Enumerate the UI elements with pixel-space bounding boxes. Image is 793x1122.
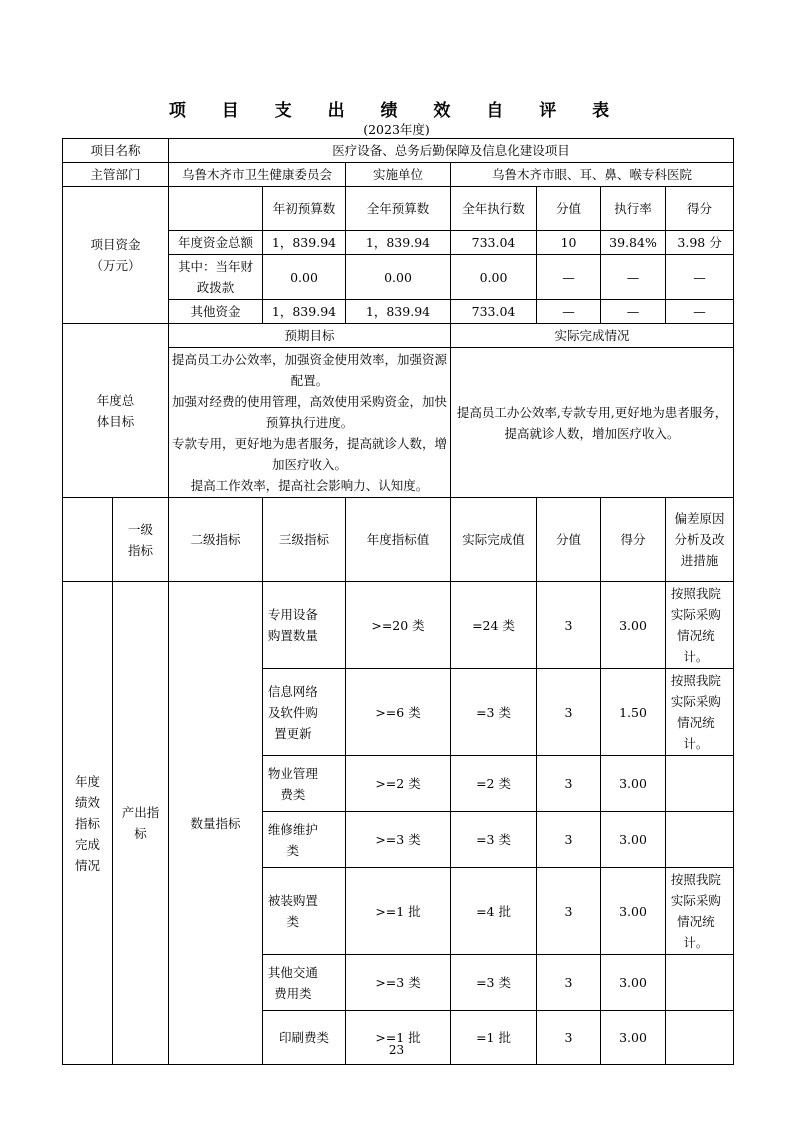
indicator-weight: 3 — [537, 582, 601, 669]
funds-cell: 733.04 — [451, 231, 537, 255]
funds-cell: — — [666, 300, 734, 324]
goals-actual-body: 提高员工办公效率,专款专用,更好地为患者服务，提高就诊人数，增加医疗收入。 — [451, 348, 734, 498]
row-project-name — [63, 139, 734, 163]
indicator-target: >=3 类 — [346, 812, 451, 868]
funds-cell: 0.00 — [263, 255, 346, 300]
indicator-target: >=6 类 — [346, 669, 451, 756]
indicator-actual: =3 类 — [451, 955, 537, 1011]
indicator-weight: 3 — [537, 812, 601, 868]
dept-value: 乌鲁木齐市卫生健康委员会 — [169, 163, 346, 187]
indicator-section-label — [63, 582, 113, 1065]
funds-cell: — — [537, 300, 601, 324]
goals-expected-line: 加强对经费的使用管理，高效使用采购资金，加快预算执行进度。 — [172, 394, 448, 430]
indicator-note — [666, 756, 734, 812]
funds-label — [63, 187, 169, 324]
indicator-actual: =1 批 — [451, 1011, 537, 1065]
indicator-name — [263, 669, 346, 756]
indicator-actual: =3 类 — [451, 812, 537, 868]
indicator-note — [666, 868, 734, 955]
funds-cell: 0.00 — [346, 255, 451, 300]
indicator-name — [263, 868, 346, 955]
project-name-label: 项目名称 — [63, 139, 169, 163]
funds-cell: — — [601, 255, 666, 300]
indicator-name-text: 专用设备购置数量 — [267, 607, 318, 643]
impl-label: 实施单位 — [346, 163, 451, 187]
indicator-note — [666, 812, 734, 868]
funds-row-name: 其他资金 — [169, 300, 263, 324]
indicator-level2: 数量指标 — [169, 582, 263, 1065]
indicator-note — [666, 669, 734, 756]
indicator-score: 3.00 — [601, 756, 666, 812]
goals-expected-body — [169, 348, 451, 498]
funds-header-initial-budget: 年初预算数 — [263, 187, 346, 231]
indicator-weight: 3 — [537, 955, 601, 1011]
indicator-name-text: 维修维护类 — [267, 821, 318, 858]
goals-expected-header: 预期目标 — [169, 324, 451, 348]
indicator-score: 1.50 — [601, 669, 666, 756]
funds-cell: 1，839.94 — [263, 231, 346, 255]
funds-label-line1: 项目资金 — [90, 237, 141, 252]
funds-cell: — — [666, 255, 734, 300]
goals-expected-line: 专款专用，更好地为患者服务，提高就诊人数，增加医疗收入。 — [172, 436, 448, 472]
project-name-value: 医疗设备、总务后勤保障及信息化建设项目 — [169, 139, 734, 163]
indicator-actual: =24 类 — [451, 582, 537, 669]
performance-table — [62, 138, 734, 1065]
indicator-note-text: 按照我院实际采购情况统计。 — [670, 673, 721, 751]
indicator-header-note-text: 偏差原因分析及改进措施 — [674, 511, 725, 568]
indicator-name-text: 物业管理费类 — [267, 765, 318, 802]
indicator-score: 3.00 — [601, 868, 666, 955]
indicator-note — [666, 582, 734, 669]
goals-label-text: 年度总体目标 — [96, 392, 135, 429]
funds-cell: — — [601, 300, 666, 324]
funds-cell: 10 — [537, 231, 601, 255]
funds-header-score: 得分 — [666, 187, 734, 231]
funds-row-name: 年度资金总额 — [169, 231, 263, 255]
indicator-note-text: 按照我院实际采购情况统计。 — [670, 586, 721, 664]
indicator-header-level3: 三级指标 — [263, 498, 346, 582]
indicator-name-text: 被装购置类 — [267, 893, 318, 929]
dept-label: 主管部门 — [63, 163, 169, 187]
funds-cell: 39.84% — [601, 231, 666, 255]
funds-row-name: 其中：当年财政拨款 — [169, 255, 263, 300]
indicator-name: 印刷费类 — [263, 1011, 346, 1065]
indicator-name-text: 其他交通费用类 — [267, 964, 318, 1001]
indicator-weight: 3 — [537, 756, 601, 812]
row-indicator-header — [63, 498, 734, 582]
indicator-score: 3.00 — [601, 812, 666, 868]
funds-cell: 1，839.94 — [263, 300, 346, 324]
goals-expected-line: 提高员工办公效率，加强资金使用效率，加强资源配置。 — [172, 352, 448, 388]
indicator-score: 3.00 — [601, 1011, 666, 1065]
indicator-header-score: 得分 — [601, 498, 666, 582]
indicator-actual: =3 类 — [451, 669, 537, 756]
indicator-name-text: 信息网络及软件购置更新 — [267, 683, 318, 741]
funds-cell: 0.00 — [451, 255, 537, 300]
indicator-row — [63, 582, 734, 669]
indicator-name — [263, 582, 346, 669]
impl-value: 乌鲁木齐市眼、耳、鼻、喉专科医院 — [451, 163, 734, 187]
indicator-header-actual: 实际完成值 — [451, 498, 537, 582]
indicator-target: >=2 类 — [346, 756, 451, 812]
indicator-target: >=20 类 — [346, 582, 451, 669]
indicator-actual: =4 批 — [451, 868, 537, 955]
indicator-target: >=1 批 — [346, 1011, 451, 1065]
funds-cell: 3.98 分 — [666, 231, 734, 255]
funds-header-exec-rate: 执行率 — [601, 187, 666, 231]
funds-header-weight: 分值 — [537, 187, 601, 231]
goals-expected-line: 提高工作效率，提高社会影响力、认知度。 — [190, 478, 429, 493]
row-goals-header — [63, 324, 734, 348]
funds-header-blank — [169, 187, 263, 231]
indicator-section-label-text: 年度绩效指标完成情况 — [74, 773, 100, 873]
funds-cell: 1，839.94 — [346, 300, 451, 324]
indicator-score: 3.00 — [601, 955, 666, 1011]
indicator-weight: 3 — [537, 1011, 601, 1065]
funds-label-line2: （万元） — [90, 258, 141, 273]
indicator-target: >=3 类 — [346, 955, 451, 1011]
indicator-actual: =2 类 — [451, 756, 537, 812]
indicator-weight: 3 — [537, 868, 601, 955]
indicator-header-blank — [63, 498, 113, 582]
funds-cell: — — [537, 255, 601, 300]
indicator-header-note — [666, 498, 734, 582]
indicator-header-level2: 二级指标 — [169, 498, 263, 582]
indicator-level1-text: 产出指标 — [121, 805, 160, 841]
funds-header-executed: 全年执行数 — [451, 187, 537, 231]
indicator-level1 — [113, 582, 169, 1065]
indicator-note — [666, 955, 734, 1011]
indicator-weight: 3 — [537, 669, 601, 756]
indicator-header-level1 — [113, 498, 169, 582]
indicator-target: >=1 批 — [346, 868, 451, 955]
indicator-note-text: 按照我院实际采购情况统计。 — [670, 872, 721, 950]
indicator-header-target: 年度指标值 — [346, 498, 451, 582]
goals-label — [63, 324, 169, 498]
indicator-score: 3.00 — [601, 582, 666, 669]
document-year: (2023年度) — [363, 122, 430, 137]
row-department — [63, 163, 734, 187]
indicator-header-weight: 分值 — [537, 498, 601, 582]
indicator-header-level1-text: 一级指标 — [127, 521, 153, 558]
indicator-name — [263, 812, 346, 868]
row-funds-header — [63, 187, 734, 231]
indicator-name — [263, 955, 346, 1011]
funds-header-annual-budget: 全年预算数 — [346, 187, 451, 231]
funds-cell: 1，839.94 — [346, 231, 451, 255]
page-number: 23 — [388, 1043, 405, 1057]
indicator-name — [263, 756, 346, 812]
document-title: 项 目 支 出 绩 效 自 评 表 — [168, 101, 625, 121]
goals-actual-header: 实际完成情况 — [451, 324, 734, 348]
funds-cell: 733.04 — [451, 300, 537, 324]
